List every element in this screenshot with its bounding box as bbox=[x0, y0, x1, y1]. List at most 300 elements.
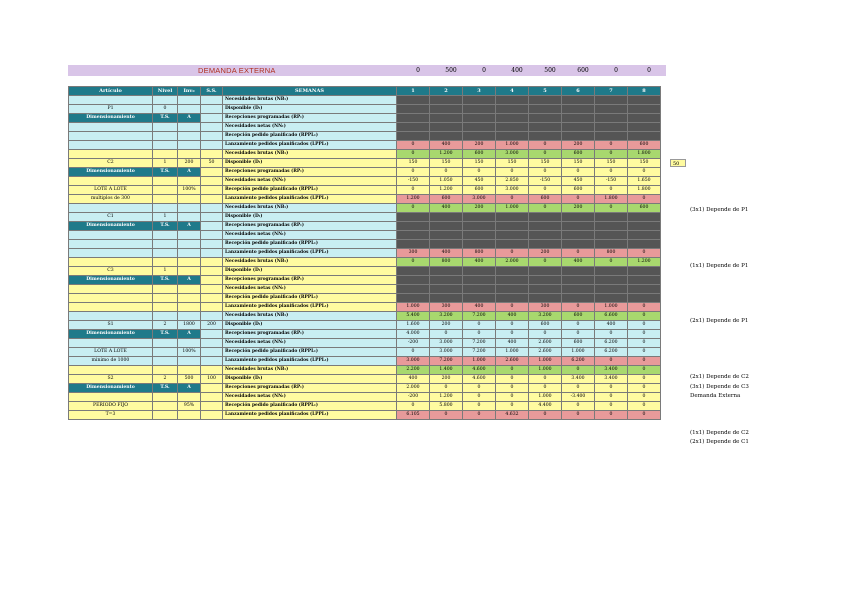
week-cell: 0 bbox=[463, 330, 496, 339]
week-cell: 400 bbox=[496, 339, 529, 348]
week-cell: 1.000 bbox=[397, 303, 430, 312]
inv-cell bbox=[178, 150, 201, 159]
week-cell bbox=[595, 276, 628, 285]
week-cell: 1.000 bbox=[496, 348, 529, 357]
a-label: A bbox=[178, 384, 201, 393]
week-cell: 600 bbox=[562, 312, 595, 321]
week-cell: 600 bbox=[562, 339, 595, 348]
row-label: Recepción pedido planificado (RPPLₜ) bbox=[223, 402, 397, 411]
week-cell: 0 bbox=[595, 357, 628, 366]
week-cell: 1.000 bbox=[496, 204, 529, 213]
ts-label: T.S. bbox=[153, 222, 178, 231]
inv-cell bbox=[178, 177, 201, 186]
week-cell: 150 bbox=[562, 159, 595, 168]
week-cell: 1.800 bbox=[628, 150, 661, 159]
week-cell bbox=[397, 213, 430, 222]
week-cell bbox=[463, 105, 496, 114]
week-cell: 0 bbox=[628, 249, 661, 258]
row-label: Necesidades brutas (NBₜ) bbox=[223, 312, 397, 321]
row-label: Recepciones programadas (RPₜ) bbox=[223, 114, 397, 123]
item-cell bbox=[69, 177, 153, 186]
row-label: Recepciones programadas (RPₜ) bbox=[223, 384, 397, 393]
week-cell bbox=[628, 96, 661, 105]
item-name: C2 bbox=[69, 159, 153, 168]
item-row bbox=[69, 204, 661, 213]
week-cell: 0 bbox=[496, 321, 529, 330]
row-label: Necesidades brutas (NBₜ) bbox=[223, 258, 397, 267]
week-cell: 0 bbox=[496, 168, 529, 177]
week-cell: 800 bbox=[430, 258, 463, 267]
week-cell: 0 bbox=[496, 249, 529, 258]
week-cell: 400 bbox=[562, 258, 595, 267]
week-cell: 0 bbox=[628, 393, 661, 402]
week-cell: 4.000 bbox=[397, 330, 430, 339]
week-cell bbox=[463, 285, 496, 294]
dependency-note: (1x1) Depende de C2 bbox=[690, 430, 749, 436]
ts-label: T.S. bbox=[153, 384, 178, 393]
nivel-cell bbox=[153, 312, 178, 321]
demand-week-1: 0 bbox=[416, 67, 420, 74]
week-cell: 0 bbox=[397, 402, 430, 411]
week-cell bbox=[463, 96, 496, 105]
week-cell: 0 bbox=[496, 366, 529, 375]
row-label: Disponible (Dₜ) bbox=[223, 321, 397, 330]
week-cell: 0 bbox=[628, 402, 661, 411]
week-cell: 0 bbox=[430, 168, 463, 177]
week-cell bbox=[529, 276, 562, 285]
ss-cell bbox=[201, 177, 223, 186]
dim-label: Dimensionamiento bbox=[69, 276, 153, 285]
week-cell: 2.000 bbox=[397, 384, 430, 393]
week-cell: 450 bbox=[463, 177, 496, 186]
demand-week-6: 600 bbox=[577, 67, 589, 74]
row-label: Recepciones programadas (RPₜ) bbox=[223, 222, 397, 231]
week-cell: 600 bbox=[463, 150, 496, 159]
week-cell: 300 bbox=[529, 303, 562, 312]
week-cell: 0 bbox=[628, 312, 661, 321]
week-cell: -150 bbox=[397, 177, 430, 186]
week-cell bbox=[430, 240, 463, 249]
ts-value bbox=[153, 240, 178, 249]
week-cell bbox=[430, 222, 463, 231]
ss-cell bbox=[201, 294, 223, 303]
lot-detail: minimo de 1000 bbox=[69, 357, 153, 366]
dependency-note: (2x1) Depende de C1 bbox=[690, 439, 749, 446]
week-cell: 150 bbox=[463, 159, 496, 168]
week-cell bbox=[562, 96, 595, 105]
ss-cell bbox=[201, 366, 223, 375]
ss-cell bbox=[201, 186, 223, 195]
ss-cell bbox=[201, 330, 223, 339]
week-cell: 400 bbox=[430, 249, 463, 258]
nivel-cell bbox=[153, 204, 178, 213]
week-cell: 4.400 bbox=[529, 402, 562, 411]
inv-cell bbox=[178, 366, 201, 375]
week-cell: 600 bbox=[529, 195, 562, 204]
week-cell: 0 bbox=[562, 249, 595, 258]
row-label: Recepciones programadas (RPₜ) bbox=[223, 276, 397, 285]
item-cell bbox=[69, 393, 153, 402]
item-name: C3 bbox=[69, 267, 153, 276]
week-cell bbox=[529, 96, 562, 105]
item-row bbox=[69, 321, 661, 330]
dim-label: Dimensionamiento bbox=[69, 222, 153, 231]
week-cell: 0 bbox=[397, 348, 430, 357]
week-cell: 1.200 bbox=[628, 258, 661, 267]
inv-cell bbox=[178, 411, 201, 420]
item-row bbox=[69, 105, 661, 114]
week-cell: 1.000 bbox=[529, 357, 562, 366]
week-cell: 2.000 bbox=[496, 258, 529, 267]
week-cell: 3.000 bbox=[430, 339, 463, 348]
lot-detail: T=3 bbox=[69, 411, 153, 420]
row-label: Necesidades netas (NNₜ) bbox=[223, 393, 397, 402]
week-cell bbox=[397, 123, 430, 132]
week-cell: 1.200 bbox=[397, 195, 430, 204]
nivel-cell bbox=[153, 393, 178, 402]
item-cell bbox=[69, 96, 153, 105]
week-cell bbox=[430, 114, 463, 123]
inv-cell bbox=[178, 339, 201, 348]
week-cell bbox=[595, 114, 628, 123]
row-label: Disponible (Dₜ) bbox=[223, 375, 397, 384]
week-cell bbox=[628, 285, 661, 294]
week-cell: 450 bbox=[562, 177, 595, 186]
item-row bbox=[69, 222, 661, 231]
week-cell bbox=[562, 240, 595, 249]
week-cell: 3.000 bbox=[430, 348, 463, 357]
week-cell: 0 bbox=[562, 384, 595, 393]
item-row bbox=[69, 411, 661, 420]
item-row bbox=[69, 384, 661, 393]
item-row bbox=[69, 294, 661, 303]
week-cell: 600 bbox=[562, 186, 595, 195]
item-row bbox=[69, 150, 661, 159]
week-cell bbox=[463, 240, 496, 249]
dependency-note: (3x1) Depende de P1 bbox=[690, 206, 749, 213]
week-cell bbox=[562, 285, 595, 294]
nivel-cell bbox=[153, 150, 178, 159]
extra-value-cell: 50 bbox=[670, 159, 686, 167]
week-cell bbox=[397, 240, 430, 249]
row-label: Lanzamiento pedidos planificados (LPPLₜ) bbox=[223, 303, 397, 312]
week-cell: 0 bbox=[595, 150, 628, 159]
week-cell: 0 bbox=[595, 411, 628, 420]
week-cell: 0 bbox=[628, 375, 661, 384]
item-row bbox=[69, 303, 661, 312]
row-label: Necesidades brutas (NBₜ) bbox=[223, 204, 397, 213]
week-cell: 150 bbox=[496, 159, 529, 168]
a-value bbox=[178, 132, 201, 141]
ss-cell bbox=[201, 258, 223, 267]
row-label: Necesidades netas (NNₜ) bbox=[223, 123, 397, 132]
week-cell: 5.800 bbox=[430, 402, 463, 411]
week-cell: 400 bbox=[595, 321, 628, 330]
week-cell: 0 bbox=[529, 168, 562, 177]
dependency-note: (2x1) Depende de P1 bbox=[690, 318, 749, 325]
week-cell: 0 bbox=[628, 366, 661, 375]
week-cell: 0 bbox=[595, 204, 628, 213]
item-nivel: 1 bbox=[153, 213, 178, 222]
week-cell bbox=[562, 276, 595, 285]
item-cell bbox=[69, 123, 153, 132]
week-cell: 600 bbox=[628, 141, 661, 150]
lot-detail: multiplos de 300 bbox=[69, 195, 153, 204]
week-cell bbox=[463, 222, 496, 231]
week-cell: 0 bbox=[562, 303, 595, 312]
header-week-3: 3 bbox=[463, 87, 496, 96]
week-cell: 600 bbox=[562, 150, 595, 159]
dim-label: Dimensionamiento bbox=[69, 384, 153, 393]
item-nivel: 2 bbox=[153, 375, 178, 384]
week-cell bbox=[628, 240, 661, 249]
week-cell: 6.200 bbox=[562, 357, 595, 366]
row-label: Lanzamiento pedidos planificados (LPPLₜ) bbox=[223, 357, 397, 366]
nivel-cell bbox=[153, 249, 178, 258]
row-label: Lanzamiento pedidos planificados (LPPLₜ) bbox=[223, 141, 397, 150]
week-cell: 1.400 bbox=[430, 366, 463, 375]
ss-cell bbox=[201, 276, 223, 285]
ss-cell bbox=[201, 339, 223, 348]
week-cell: 6.200 bbox=[595, 348, 628, 357]
week-cell: 0 bbox=[595, 141, 628, 150]
week-cell bbox=[595, 267, 628, 276]
week-cell bbox=[430, 123, 463, 132]
week-cell: 200 bbox=[463, 141, 496, 150]
header-ss: S.S. bbox=[201, 87, 223, 96]
week-cell bbox=[496, 213, 529, 222]
item-nivel: 1 bbox=[153, 267, 178, 276]
nivel-cell bbox=[153, 411, 178, 420]
week-cell: 0 bbox=[463, 384, 496, 393]
week-cell bbox=[496, 114, 529, 123]
week-cell: 0 bbox=[430, 411, 463, 420]
nivel-cell bbox=[153, 258, 178, 267]
week-cell: 150 bbox=[397, 159, 430, 168]
a-label: A bbox=[178, 330, 201, 339]
week-cell: 150 bbox=[529, 159, 562, 168]
inv-cell bbox=[178, 285, 201, 294]
item-row bbox=[69, 114, 661, 123]
week-cell: 0 bbox=[562, 321, 595, 330]
ss-cell bbox=[201, 240, 223, 249]
week-cell bbox=[463, 294, 496, 303]
row-label: Necesidades netas (NNₜ) bbox=[223, 339, 397, 348]
header-semanas: SEMANAS bbox=[223, 87, 397, 96]
ts-label: T.S. bbox=[153, 114, 178, 123]
week-cell: 6.600 bbox=[595, 312, 628, 321]
week-cell: 0 bbox=[463, 411, 496, 420]
week-cell: 3.000 bbox=[496, 186, 529, 195]
week-cell bbox=[595, 285, 628, 294]
week-cell: 0 bbox=[463, 168, 496, 177]
item-row bbox=[69, 339, 661, 348]
week-cell bbox=[430, 96, 463, 105]
dependency-note: (3x1) Depende de C3 bbox=[690, 383, 749, 390]
item-cell bbox=[69, 204, 153, 213]
week-cell: 200 bbox=[562, 141, 595, 150]
item-cell bbox=[69, 231, 153, 240]
mrp-table-body bbox=[69, 96, 661, 420]
week-cell: 0 bbox=[562, 411, 595, 420]
week-cell: 0 bbox=[562, 402, 595, 411]
header-week-6: 6 bbox=[562, 87, 595, 96]
week-cell bbox=[562, 123, 595, 132]
ss-cell bbox=[201, 132, 223, 141]
week-cell bbox=[595, 213, 628, 222]
week-cell: 0 bbox=[529, 411, 562, 420]
week-cell: 0 bbox=[628, 384, 661, 393]
week-cell: 600 bbox=[430, 195, 463, 204]
week-cell bbox=[529, 294, 562, 303]
week-cell bbox=[397, 294, 430, 303]
week-cell: 150 bbox=[430, 159, 463, 168]
week-cell bbox=[496, 276, 529, 285]
week-cell: 7.200 bbox=[463, 312, 496, 321]
week-cell: 0 bbox=[562, 366, 595, 375]
dependency-note: (2x1) Depende de C2 bbox=[690, 374, 749, 381]
row-label: Recepción pedido planificado (RPPLₜ) bbox=[223, 348, 397, 357]
week-cell: 2.850 bbox=[496, 177, 529, 186]
item-row bbox=[69, 393, 661, 402]
week-cell bbox=[463, 231, 496, 240]
item-name: S2 bbox=[69, 375, 153, 384]
header-week-5: 5 bbox=[529, 87, 562, 96]
week-cell bbox=[529, 222, 562, 231]
week-cell: 150 bbox=[595, 159, 628, 168]
row-label: Necesidades netas (NNₜ) bbox=[223, 231, 397, 240]
week-cell: -200 bbox=[397, 393, 430, 402]
ss-cell bbox=[201, 285, 223, 294]
week-cell bbox=[562, 267, 595, 276]
item-nivel: 0 bbox=[153, 105, 178, 114]
week-cell bbox=[595, 222, 628, 231]
item-row bbox=[69, 96, 661, 105]
week-cell: 400 bbox=[430, 141, 463, 150]
week-cell bbox=[628, 276, 661, 285]
ts-value bbox=[153, 402, 178, 411]
week-cell bbox=[628, 231, 661, 240]
week-cell bbox=[463, 276, 496, 285]
item-nivel: 2 bbox=[153, 321, 178, 330]
ss-cell bbox=[201, 249, 223, 258]
inv-cell bbox=[178, 312, 201, 321]
week-cell: 1.650 bbox=[628, 177, 661, 186]
week-cell: 200 bbox=[529, 249, 562, 258]
week-cell: 6.105 bbox=[397, 411, 430, 420]
inv-cell bbox=[178, 249, 201, 258]
item-cell bbox=[69, 339, 153, 348]
item-row bbox=[69, 168, 661, 177]
week-cell bbox=[529, 267, 562, 276]
item-name: S1 bbox=[69, 321, 153, 330]
week-cell bbox=[562, 114, 595, 123]
week-cell bbox=[496, 231, 529, 240]
item-row bbox=[69, 141, 661, 150]
week-cell bbox=[562, 132, 595, 141]
week-cell bbox=[430, 231, 463, 240]
week-cell: 0 bbox=[397, 258, 430, 267]
header-inv: Inv₀ bbox=[178, 87, 201, 96]
demand-week-4: 400 bbox=[511, 67, 523, 74]
week-cell: 3.000 bbox=[397, 357, 430, 366]
week-cell: -3.400 bbox=[562, 393, 595, 402]
item-row bbox=[69, 231, 661, 240]
item-row bbox=[69, 123, 661, 132]
item-cell bbox=[69, 312, 153, 321]
nivel-cell bbox=[153, 366, 178, 375]
week-cell: 5.400 bbox=[397, 312, 430, 321]
week-cell bbox=[496, 123, 529, 132]
header-week-7: 7 bbox=[595, 87, 628, 96]
row-label: Recepción pedido planificado (RPPLₜ) bbox=[223, 186, 397, 195]
week-cell bbox=[430, 294, 463, 303]
week-cell: 0 bbox=[397, 186, 430, 195]
ss-cell bbox=[201, 123, 223, 132]
header-week-8: 8 bbox=[628, 87, 661, 96]
week-cell: 0 bbox=[628, 303, 661, 312]
ss-cell bbox=[201, 195, 223, 204]
week-cell: 800 bbox=[463, 249, 496, 258]
ts-label: T.S. bbox=[153, 168, 178, 177]
lot-policy bbox=[69, 240, 153, 249]
week-cell: 300 bbox=[430, 303, 463, 312]
nivel-cell bbox=[153, 231, 178, 240]
week-cell: 1.000 bbox=[595, 303, 628, 312]
lot-policy bbox=[69, 132, 153, 141]
item-row bbox=[69, 240, 661, 249]
demand-week-8: 0 bbox=[647, 67, 651, 74]
week-cell: 0 bbox=[496, 402, 529, 411]
week-cell: 0 bbox=[397, 150, 430, 159]
week-cell bbox=[628, 267, 661, 276]
lot-detail bbox=[69, 249, 153, 258]
week-cell: 0 bbox=[430, 330, 463, 339]
week-cell bbox=[496, 294, 529, 303]
ss-cell bbox=[201, 303, 223, 312]
week-cell: 600 bbox=[529, 321, 562, 330]
week-cell: 0 bbox=[562, 330, 595, 339]
week-cell: 0 bbox=[496, 375, 529, 384]
item-inv bbox=[178, 105, 201, 114]
header-week-1: 1 bbox=[397, 87, 430, 96]
week-cell bbox=[463, 132, 496, 141]
week-cell bbox=[496, 132, 529, 141]
week-cell bbox=[430, 132, 463, 141]
week-cell: 0 bbox=[529, 375, 562, 384]
week-cell: 4.632 bbox=[496, 411, 529, 420]
week-cell: 400 bbox=[463, 258, 496, 267]
demand-week-7: 0 bbox=[614, 67, 618, 74]
week-cell: 0 bbox=[529, 258, 562, 267]
inv-cell bbox=[178, 357, 201, 366]
week-cell bbox=[562, 105, 595, 114]
lot-policy: PERIODO FIJO bbox=[69, 402, 153, 411]
week-cell: 3.400 bbox=[562, 375, 595, 384]
row-label: Lanzamiento pedidos planificados (LPPLₜ) bbox=[223, 411, 397, 420]
dim-label: Dimensionamiento bbox=[69, 114, 153, 123]
week-cell bbox=[628, 132, 661, 141]
item-row bbox=[69, 159, 661, 168]
ss-cell bbox=[201, 402, 223, 411]
week-cell bbox=[628, 213, 661, 222]
week-cell bbox=[628, 294, 661, 303]
ss-cell bbox=[201, 312, 223, 321]
row-label: Necesidades brutas (NBₜ) bbox=[223, 150, 397, 159]
week-cell: 0 bbox=[595, 168, 628, 177]
week-cell bbox=[562, 222, 595, 231]
week-cell: 600 bbox=[628, 204, 661, 213]
